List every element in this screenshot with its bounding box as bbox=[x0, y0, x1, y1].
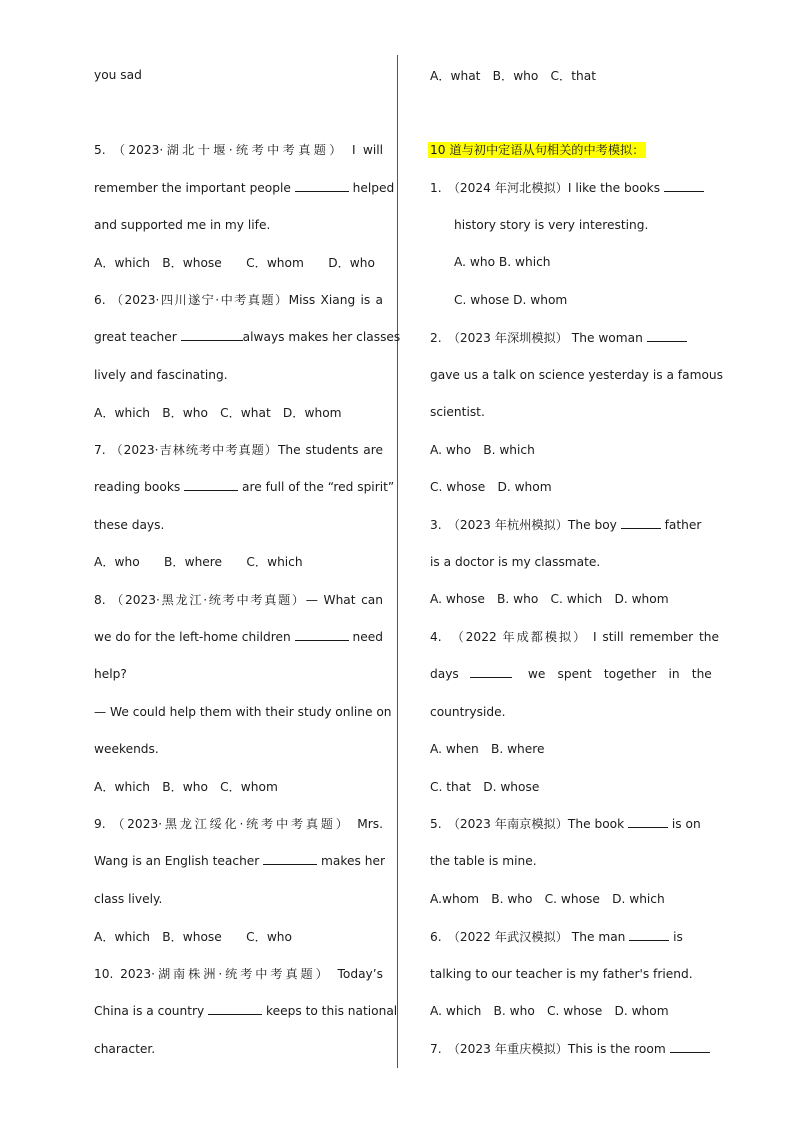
text-part: is bbox=[669, 930, 683, 944]
answer-blank bbox=[295, 180, 349, 192]
question-6-line: lively and fascinating. bbox=[94, 368, 228, 382]
mock-5-line: the table is mine. bbox=[430, 854, 537, 868]
question-8-line: help? bbox=[94, 667, 127, 681]
answer-blank bbox=[470, 666, 512, 678]
answer-blank bbox=[629, 929, 669, 941]
answer-blank bbox=[670, 1041, 710, 1053]
question-7-stem: 7. （2023·吉林统考中考真题）The students are bbox=[94, 443, 383, 457]
answer-blank bbox=[208, 1003, 262, 1015]
answer-blank bbox=[295, 629, 349, 641]
mock-1-line: history story is very interesting. bbox=[454, 218, 649, 232]
mock-6-stem bbox=[430, 929, 719, 945]
question-5-options: A．which B．whose C．whom D．who bbox=[94, 256, 375, 270]
question-7-line: these days. bbox=[94, 518, 165, 532]
answer-blank bbox=[628, 816, 668, 828]
mock-6-options: A. which B. who C. whose D. whom bbox=[430, 1004, 669, 1018]
answer-blank bbox=[263, 853, 317, 865]
text-part: 3. （2023 年杭州模拟）The boy bbox=[430, 518, 621, 532]
mock-2-line: scientist. bbox=[430, 405, 485, 419]
question-8-line: weekends. bbox=[94, 742, 159, 756]
text-part: 7. （2023 年重庆模拟）This is the room bbox=[430, 1042, 670, 1056]
text-part: reading books bbox=[94, 480, 185, 494]
mock-2-stem bbox=[430, 330, 719, 346]
text-part: are full of the “red spirit” bbox=[238, 480, 395, 494]
text-part: days bbox=[430, 667, 459, 681]
mock-4-options: A. when B. where bbox=[430, 742, 545, 756]
mock-4-line bbox=[430, 666, 719, 682]
mock-1-options: A. who B. which bbox=[454, 255, 551, 269]
section-heading bbox=[430, 142, 719, 158]
answer-blank bbox=[621, 517, 661, 529]
question-10-stem: 10. 2023·湖南株洲·统考中考真题） Today’s bbox=[94, 967, 383, 981]
text-part: great teacher bbox=[94, 330, 181, 344]
text-line: you sad bbox=[94, 68, 142, 82]
text-part: is on bbox=[668, 817, 701, 831]
mock-3-options: A. whose B. who C. which D. whom bbox=[430, 592, 669, 606]
text-part: need bbox=[348, 630, 383, 644]
text-part: father bbox=[660, 518, 702, 532]
column-divider bbox=[397, 55, 398, 1068]
mock-5-options: A.whom B. who C. whose D. which bbox=[430, 892, 665, 906]
question-5-stem: 5. （2023·湖北十堰·统考中考真题） I will bbox=[94, 143, 383, 157]
mock-1-options: C. whose D. whom bbox=[454, 293, 568, 307]
answer-blank bbox=[664, 180, 704, 192]
question-options: A．what B．who C．that bbox=[430, 69, 596, 83]
question-6-options: A．which B．who C．what D．whom bbox=[94, 406, 342, 420]
question-5-line bbox=[94, 180, 395, 196]
question-9-line bbox=[94, 853, 383, 869]
question-7-options: A．who B．where C．which bbox=[94, 555, 303, 569]
text-part: remember the important people bbox=[94, 181, 295, 195]
mock-5-stem bbox=[430, 816, 719, 832]
question-10-line bbox=[94, 1003, 398, 1019]
question-8-stem: 8. （2023·黑龙江·统考中考真题）— What can bbox=[94, 593, 383, 607]
text-part: we do for the left-home children bbox=[94, 630, 295, 644]
question-5-line: and supported me in my life. bbox=[94, 218, 271, 232]
mock-7-stem bbox=[430, 1041, 719, 1057]
text-part: 6. （2022 年武汉模拟） The man bbox=[430, 930, 630, 944]
mock-2-options: C. whose D. whom bbox=[430, 480, 552, 494]
question-9-line: class lively. bbox=[94, 892, 163, 906]
question-10-line: character. bbox=[94, 1042, 156, 1056]
answer-blank bbox=[184, 479, 238, 491]
mock-3-stem bbox=[430, 517, 719, 533]
question-8-options: A．which B．who C．whom bbox=[94, 780, 278, 794]
answer-blank bbox=[181, 329, 243, 341]
text-part: always makes her classes bbox=[242, 330, 401, 344]
mock-3-line: is a doctor is my classmate. bbox=[430, 555, 601, 569]
text-part: Wang is an English teacher bbox=[94, 854, 264, 868]
mock-6-line: talking to our teacher is my father's friend. bbox=[430, 967, 693, 981]
answer-blank bbox=[647, 330, 687, 342]
question-8-line: — We could help them with their study online on bbox=[94, 705, 392, 719]
text-part: China is a country bbox=[94, 1004, 209, 1018]
text-part: helped bbox=[348, 181, 395, 195]
question-9-stem: 9. （2023·黑龙江绥化·统考中考真题） Mrs. bbox=[94, 817, 383, 831]
question-9-options: A．which B．whose C．who bbox=[94, 930, 292, 944]
mock-4-line: countryside. bbox=[430, 705, 506, 719]
question-6-stem: 6. （2023·四川遂宁·中考真题）Miss Xiang is a bbox=[94, 293, 383, 307]
mock-1-stem bbox=[430, 180, 719, 196]
highlighted-heading: 10 道与初中定语从句相关的中考模拟： bbox=[430, 143, 645, 157]
question-6-line bbox=[94, 329, 401, 345]
question-7-line bbox=[94, 479, 395, 495]
mock-4-options: C. that D. whose bbox=[430, 780, 540, 794]
text-part: keeps to this national bbox=[262, 1004, 398, 1018]
text-part: makes her bbox=[317, 854, 385, 868]
mock-4-stem: 4. （2022 年成都模拟） I still remember the bbox=[430, 630, 719, 644]
text-part: 2. （2023 年深圳模拟） The woman bbox=[430, 331, 647, 345]
question-8-line bbox=[94, 629, 383, 645]
text-part: we spent together in the bbox=[527, 667, 712, 681]
mock-2-line: gave us a talk on science yesterday is a famous bbox=[430, 368, 723, 382]
text-part: 5. （2023 年南京模拟）The book bbox=[430, 817, 629, 831]
mock-2-options: A. who B. which bbox=[430, 443, 535, 457]
text-part: 1. （2024 年河北模拟）I like the books bbox=[430, 181, 664, 195]
